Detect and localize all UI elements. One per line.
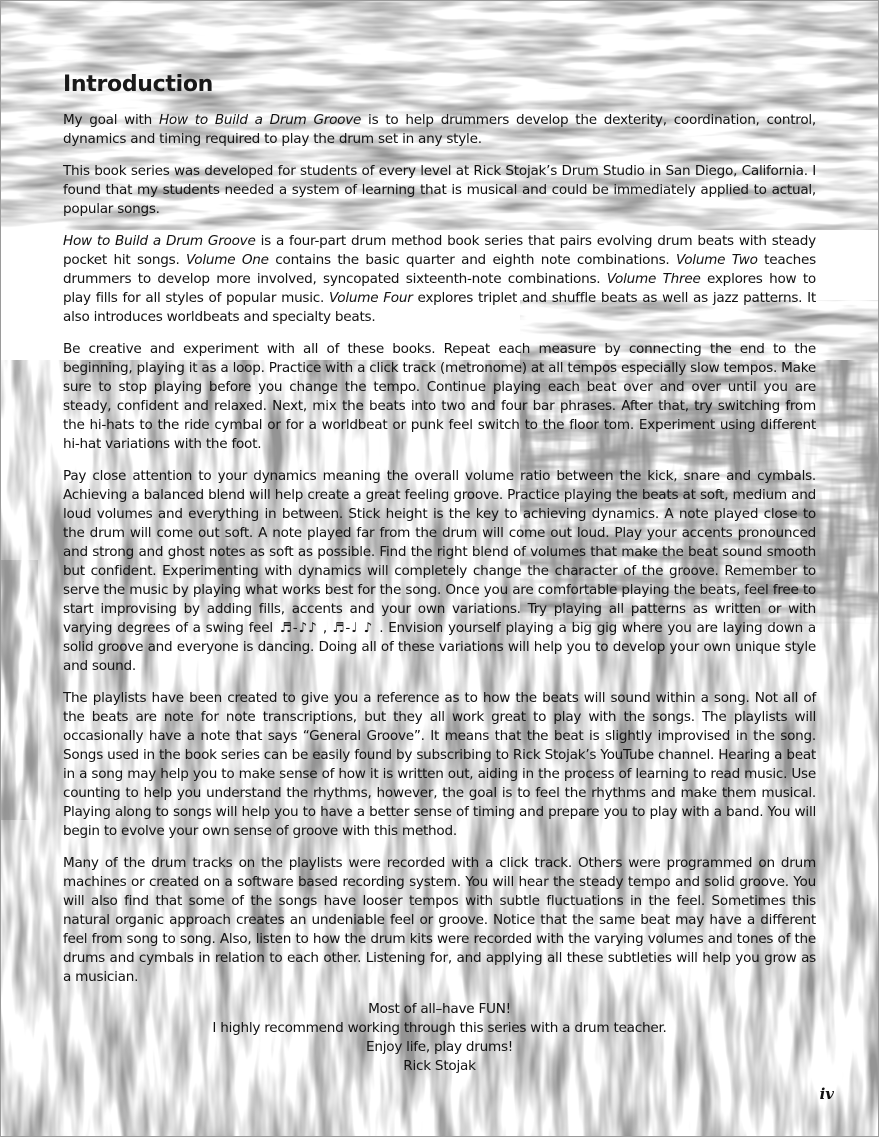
- book-title: How to Build a Drum Groove: [158, 112, 362, 128]
- closing-line: I highly recommend working through this series with a drum teacher.: [212, 1020, 667, 1036]
- paragraph-recording: Many of the drum tracks on the playlists were recorded with a click track. Others were programmed on drum machines or created on a software based recording system. You will hear the steady tempo and solid groove. You will also find that some of the songs have looser tempos with subtle fluctuations in the feel. Sometimes this natural organic approach creates an undeniable feel or groove. Notice that the same beat may have a different feel from song to song. Also, listen to how the drum kits were recorded with the varying volumes and tones of the drums and cymbals in relation to each other. Listening for, and applying all these subtleties will help you grow as a musician.: [63, 855, 816, 985]
- paragraph-dynamics: Pay close attention to your dynamics meaning the overall volume ratio between the kick, snare and cymbals. Achieving a balanced blend will help create a great feeling groove. Practice playing the beats at soft, medium and loud volumes and everything in between. Stick height is the key to achieving dynamics. A note played close to the drum will come out soft. A note played far from the drum will come out loud. Play your accents pronounced and strong and ghost notes as soft as possible. Find the right blend of volumes that make the beat sound smooth but confident. Experimenting with dynamics will completely change the character of the groove. Remember to serve the music by playing what works best for the song. Once you are comfortable playing the beats, feel free to start improvising by adding fills, accents and your own variations. Try playing all patterns as written or with varying degrees of a swing feel ♬-♪♪ , ♬-♩ ♪ . Envision yourself playing a big gig where you are laying down a solid groove and everyone is dancing. Doing all of these variations will help you to develop your own unique style and sound.: [63, 468, 816, 674]
- paragraph-playlists: The playlists have been created to give you a reference as to how the beats will sound within a song. Not all of the beats are note for note transcriptions, but they all work great to play with the songs. The playlists will occasionally have a note that says “General Groove”. It means that the beat is slightly improvised in the song. Songs used in the book series can be easily found by subscribing to Rick Stojak’s YouTube channel. Hearing a beat in a song may help you to make sense of how it is written out, aiding in the process of learning to read music. Use counting to help you understand the rhythms, however, the goal is to feel the rhythms and make them musical. Playing along to songs will help you to have a better sense of timing and prepare you to play with a band. You will begin to evolve your own sense of groove with this method.: [63, 690, 816, 839]
- closing-signature: [63, 1000, 816, 1076]
- paragraph-series-origin: This book series was developed for students of every level at Rick Stojak’s Drum Studio in San Diego, California. I found that my students needed a system of learning that is musical and could be immediately applied to actual, popular songs.: [63, 163, 816, 217]
- page-title: Introduction: [63, 72, 214, 97]
- paragraph-goal: My goal with How to Build a Drum Groove is to help drummers develop the dexterity, coordination, control, dynamics and timing required to play the drum set in any style.: [63, 112, 816, 147]
- document-page: [63, 72, 816, 1076]
- paragraph-volumes: How to Build a Drum Groove is a four-part drum method book series that pairs evolving drum beats with steady pocket hit songs. Volume One contains the basic quarter and eighth note combinations. Volume Two teaches drummers to develop more involved, syncopated sixteenth-note combinations. Volume Three explores how to play fills for all styles of popular music. Volume Four explores triplet and shuffle beats as well as jazz patterns. It also introduces worldbeats and specialty beats.: [63, 233, 816, 325]
- paragraph-creativity: Be creative and experiment with all of these books. Repeat each measure by connecting the end to the beginning, playing it as a loop. Practice with a click track (metronome) at all tempos especially slow tempos. Make sure to stop playing before you change the tempo. Continue playing each beat over and over until you are steady, confident and relaxed. Next, mix the beats into two and four bar phrases. After that, try switching from the hi-hats to the ride cymbal or for a worldbeat or punk feel switch to the floor tom. Experiment using different hi-hat variations with the foot.: [63, 341, 816, 452]
- volume-one-title: Volume One: [186, 252, 269, 268]
- page-number: iv: [819, 1085, 834, 1103]
- closing-line: Most of all–have FUN!: [368, 1001, 511, 1017]
- volume-four-title: Volume Four: [329, 290, 413, 306]
- volume-three-title: Volume Three: [606, 271, 701, 287]
- author-name: Rick Stojak: [403, 1058, 476, 1074]
- swing-notation-icon: ♬-♪♪ , ♬-♩ ♪: [278, 620, 374, 636]
- volume-two-title: Volume Two: [675, 252, 758, 268]
- closing-line: Enjoy life, play drums!: [366, 1039, 513, 1055]
- book-title: How to Build a Drum Groove: [63, 233, 256, 249]
